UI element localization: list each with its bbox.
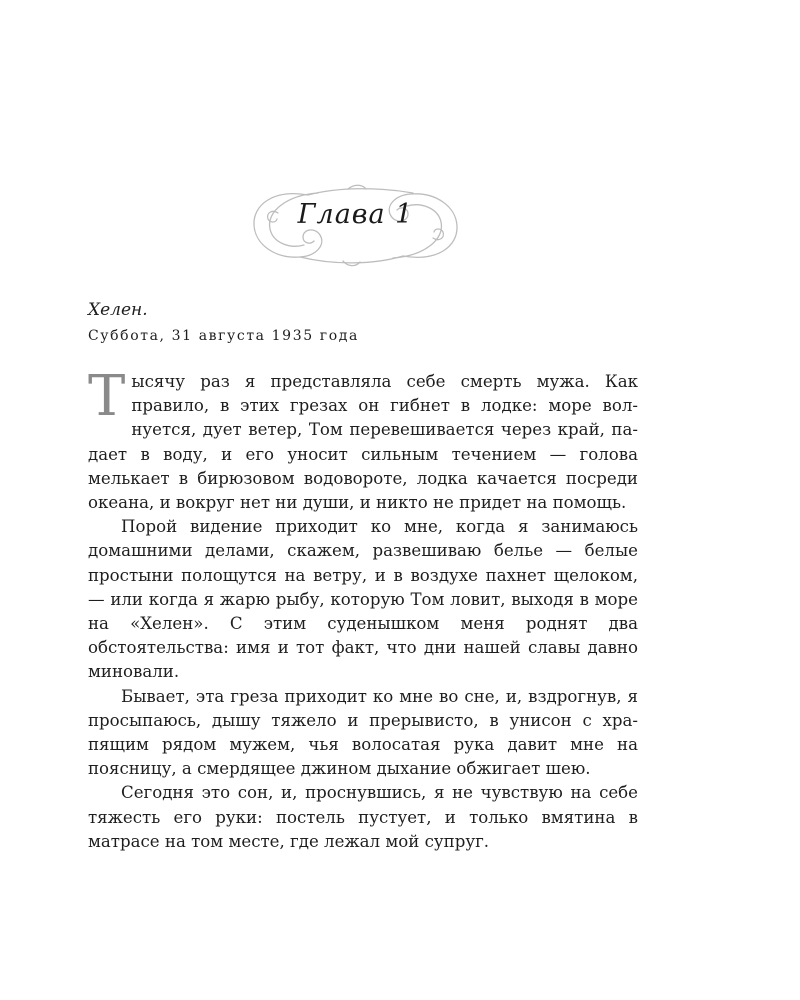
paragraph-1-text: ысячу раз я представляла себе смерть мужа. Как правило, в этих грезах он гибнет в лодке: море волнуется, дует ветер, Том перевешивается через край, падает в воду, и его уносит сильным течением — голова мелькает в бирюзовом водовороте, лодка качается посреди океана, и вокруг нет ни души, и никто не придет на помощь. <box>88 372 638 513</box>
chapter-heading <box>88 298 648 348</box>
paragraph-3: Бывает, эта греза приходит ко мне во сне, и, вздрогнув, я просыпаюсь, дышу тяжело и прерывисто, в унисон с храпящим рядом мужем, чья волосатая рука давит мне на поясницу, а смердящее джином дыхание обжигает шею. <box>88 686 638 779</box>
chapter-title: Глава 1 <box>297 199 414 230</box>
chapter-ornament <box>248 183 463 268</box>
paragraph-1 <box>88 364 638 515</box>
paragraph-2: Порой видение приходит ко мне, когда я занимаюсь домашними делами, скажем, развешиваю белье — белые простыни полощутся на ветру, и в воздухе пахнет щелоком, — или когда я жарю рыбу, которую Том ловит, выходя в море на «Хелен». С этим суденышком меня роднят два обстоятельства: имя и тот факт, что дни нашей славы давно миновали. <box>88 517 638 682</box>
narrator-name: Хелен. <box>88 300 148 320</box>
paragraph-4: Сегодня это сон, и, проснувшись, я не чувствую на себе тяжесть его руки: постель пустует, и только вмятина в матрасе на том месте, где лежал мой супруг. <box>88 783 638 851</box>
drop-cap: Т <box>88 364 126 429</box>
chapter-date: Суббота, 31 августа 1935 года <box>88 328 359 344</box>
chapter-body <box>88 364 638 854</box>
